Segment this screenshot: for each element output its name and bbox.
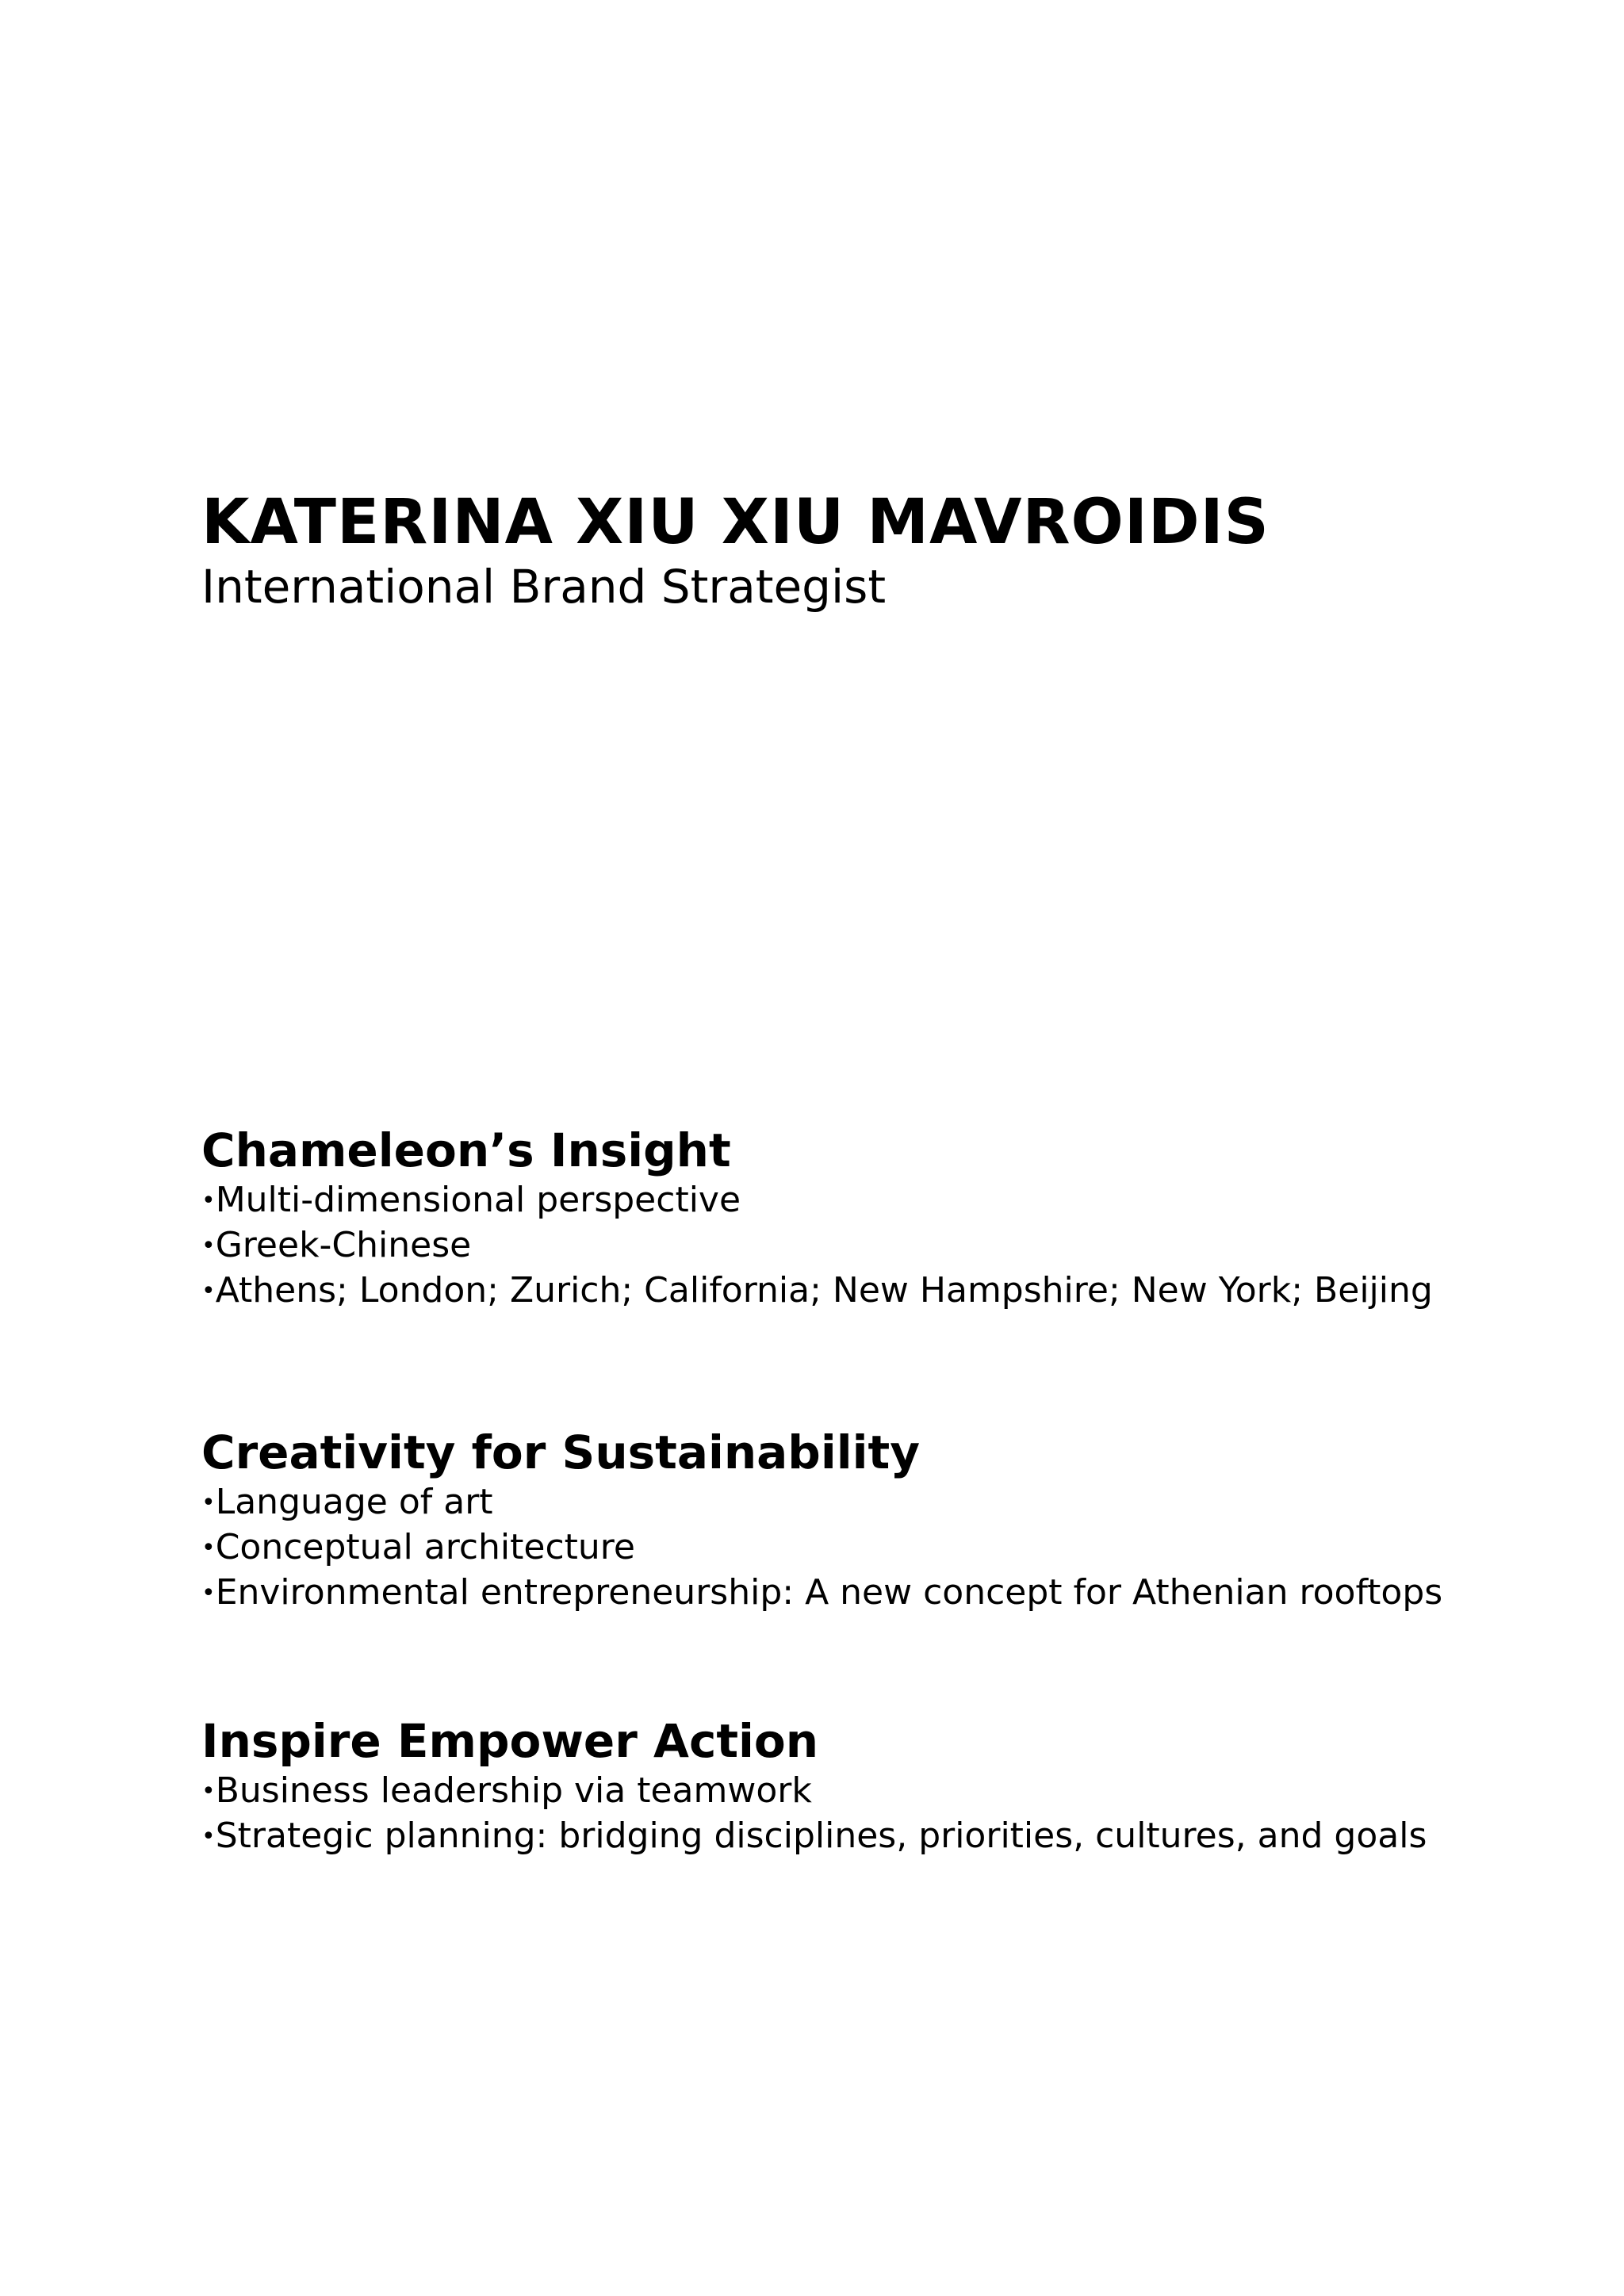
bullet-icon: • — [201, 1823, 216, 1850]
list-item-text: Business leadership via teamwork — [215, 1770, 812, 1811]
list-item — [201, 1769, 1581, 1814]
person-name: KATERINA XIU XIU MAVROIDIS — [201, 487, 1270, 558]
list-item — [201, 1480, 1581, 1525]
bullet-icon: • — [201, 1489, 216, 1517]
bullet-list — [201, 1178, 1581, 1314]
bullet-icon: • — [201, 1187, 216, 1215]
list-item-text: Greek-Chinese — [215, 1225, 472, 1265]
bullet-icon: • — [201, 1534, 216, 1562]
bullet-icon: • — [201, 1232, 216, 1260]
list-item-text: Strategic planning: bridging disciplines, priorities, cultures, and goals — [215, 1816, 1427, 1856]
section-chameleons-insight — [201, 1123, 1581, 1314]
bullet-icon: • — [201, 1579, 216, 1607]
header — [201, 485, 1549, 614]
bullet-list — [201, 1480, 1581, 1616]
list-item-text: Multi-dimensional perspective — [215, 1180, 741, 1220]
list-item — [201, 1814, 1581, 1859]
section-title: Chameleon’s Insight — [201, 1123, 731, 1177]
list-item-text: Environmental entrepreneurship: A new concept for Athenian rooftops — [215, 1572, 1443, 1613]
section-title: Inspire Empower Action — [201, 1714, 819, 1768]
list-item — [201, 1178, 1581, 1223]
section-creativity-for-sustainability — [201, 1425, 1581, 1616]
list-item — [201, 1269, 1581, 1314]
bullet-icon: • — [201, 1777, 216, 1805]
bullet-list — [201, 1769, 1581, 1859]
section-title: Creativity for Sustainability — [201, 1425, 920, 1479]
list-item-text: Athens; London; Zurich; California; New Hampshire; New York; Beijing — [215, 1270, 1433, 1311]
bullet-icon: • — [201, 1277, 216, 1305]
list-item — [201, 1223, 1581, 1269]
job-title: International Brand Strategist — [201, 560, 887, 614]
list-item — [201, 1525, 1581, 1571]
list-item-text: Conceptual architecture — [215, 1527, 635, 1567]
list-item-text: Language of art — [215, 1482, 493, 1522]
section-inspire-empower-action — [201, 1713, 1581, 1859]
list-item — [201, 1571, 1581, 1616]
